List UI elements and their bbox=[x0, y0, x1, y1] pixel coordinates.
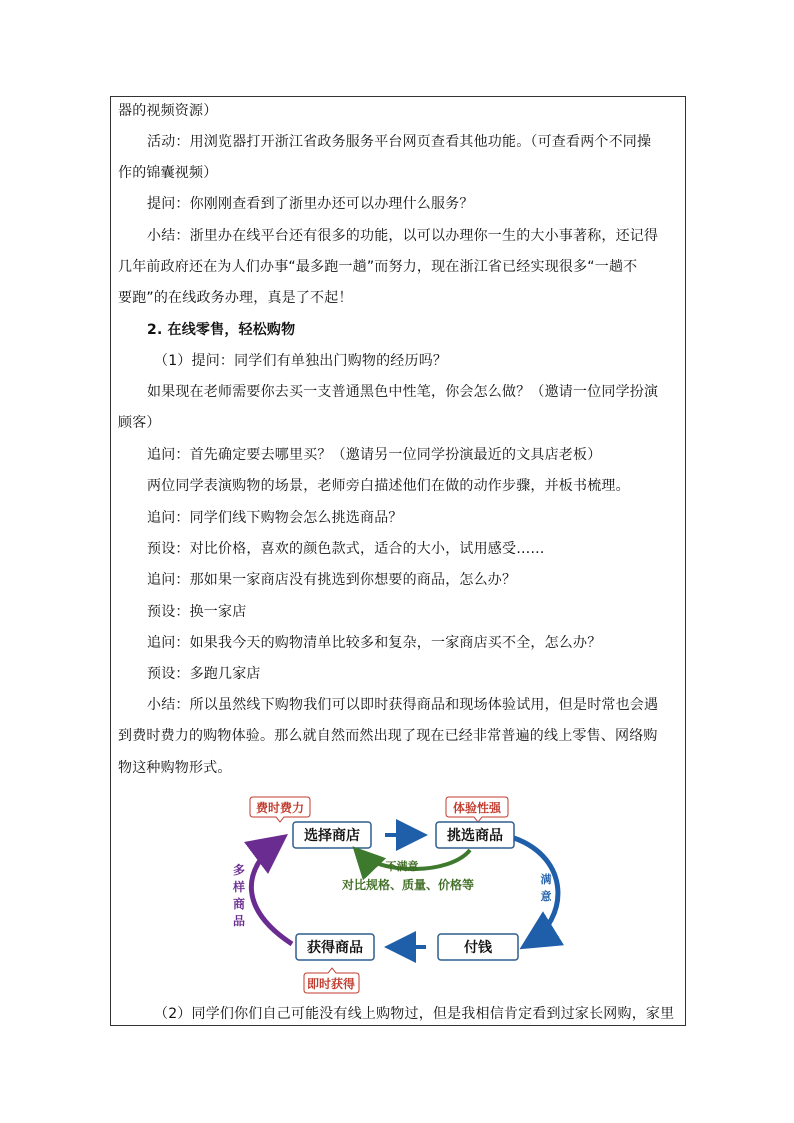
text-line: 追问：如果我今天的购物清单比较多和复杂，一家商店买不全，怎么办？ bbox=[147, 635, 602, 651]
bubble-instant-label: 即时获得 bbox=[306, 977, 356, 991]
bubble-time-consuming bbox=[250, 797, 310, 822]
box-select-store-label: 选择商店 bbox=[304, 828, 360, 844]
box-get-goods bbox=[296, 934, 374, 960]
text-line: 预设：对比价格，喜欢的颜色款式，适合的大小，试用感受…… bbox=[147, 541, 545, 557]
label-variety-char: 品 bbox=[232, 914, 246, 928]
label-variety-char: 样 bbox=[232, 880, 246, 894]
text-line: 追问：那如果一家商店没有挑选到你想要的商品，怎么办？ bbox=[147, 572, 517, 588]
text-line: 作的锦囊视频） bbox=[118, 165, 218, 181]
text-line: 预设：换一家店 bbox=[147, 604, 247, 620]
text-line: （2）同学们你们自己可能没有线上购物过，但是我相信肯定看到过家长网购，家里 bbox=[154, 1006, 675, 1022]
text-line: 几年前政府还在为人们办事“最多跑一趟”而努力，现在浙江省已经实现很多“一趟不 bbox=[118, 259, 638, 275]
label-satisfied-char: 意 bbox=[540, 890, 552, 903]
text-line: 要跑”的在线政务办理，真是了不起！ bbox=[118, 290, 353, 306]
label-satisfied-char: 满 bbox=[540, 873, 552, 886]
text-line: 追问：同学们线下购物会怎么挑选商品？ bbox=[147, 510, 403, 526]
label-variety-char: 多 bbox=[232, 863, 246, 877]
box-get-goods-label: 获得商品 bbox=[307, 940, 363, 956]
text-line: 提问：你刚刚查看到了浙里办还可以办理什么服务？ bbox=[147, 196, 474, 212]
label-unsatisfied: 不满意 bbox=[385, 860, 419, 873]
text-line: 器的视频资源） bbox=[118, 103, 218, 119]
box-select-store bbox=[293, 822, 371, 848]
label-compare: 对比规格、质量、价格等 bbox=[341, 878, 475, 892]
box-pay bbox=[438, 934, 518, 960]
text-line: 小结：所以虽然线下购物我们可以即时获得商品和现场体验试用，但是时常也会遇 bbox=[147, 697, 659, 713]
arrow-variety bbox=[251, 840, 292, 944]
box-pick-goods-label: 挑选商品 bbox=[447, 828, 503, 844]
bubble-time-label: 费时费力 bbox=[255, 801, 305, 815]
text-line: 两位同学表演购物的场景，老师旁白描述他们在做的动作步骤，并板书梳理。 bbox=[147, 478, 630, 494]
bubble-instant bbox=[304, 968, 359, 993]
text-line: 预设：多跑几家店 bbox=[147, 666, 261, 682]
text-line: 物这种购物形式。 bbox=[118, 760, 232, 776]
text-line: 到费时费力的购物体验。那么就自然而然出现了现在已经非常普遍的线上零售、网络购 bbox=[118, 728, 658, 744]
box-pick-goods bbox=[436, 822, 514, 848]
bubble-experience-label: 体验性强 bbox=[452, 801, 502, 815]
text-line: 小结：浙里办在线平台还有很多的功能，以可以办理你一生的大小事著称，还记得 bbox=[147, 228, 659, 244]
text-line: 如果现在老师需要你去买一支普通黑色中性笔，你会怎么做？（邀请一位同学扮演 bbox=[147, 384, 659, 400]
text-line: 追问：首先确定要去哪里买？（邀请另一位同学扮演最近的文具店老板） bbox=[147, 447, 602, 463]
section-heading: 2. 在线零售，轻松购物 bbox=[147, 322, 296, 338]
label-variety-char: 商 bbox=[232, 897, 246, 911]
text-line: （1）提问：同学们有单独出门购物的经历吗？ bbox=[154, 353, 448, 369]
text-line: 顾客） bbox=[118, 415, 161, 431]
text-line: 活动：用浏览器打开浙江省政务服务平台网页查看其他功能。（可查看两个不同操 bbox=[147, 134, 652, 150]
bubble-experience bbox=[446, 797, 508, 822]
box-pay-label: 付钱 bbox=[464, 940, 492, 956]
